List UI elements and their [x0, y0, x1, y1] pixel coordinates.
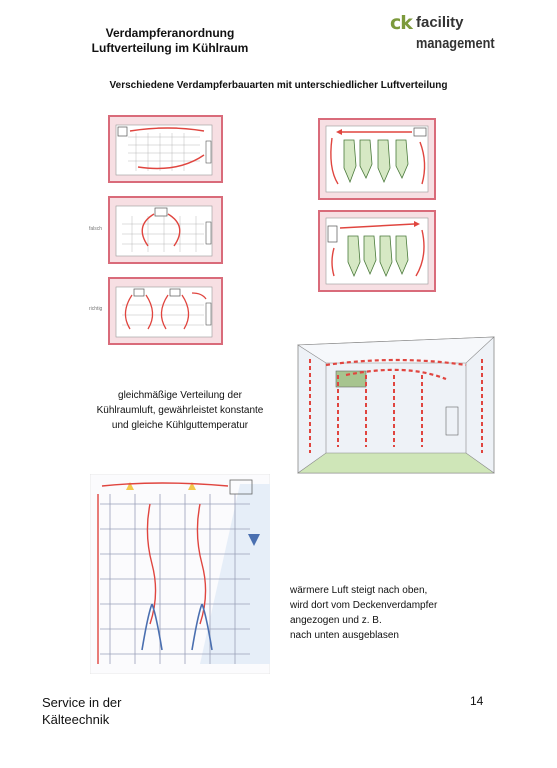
- diagram-hanging-goods-bottom: [318, 210, 436, 292]
- diagram-evaporator-wall: [108, 115, 223, 183]
- label-richtig: richtig: [89, 306, 103, 312]
- footer-service-label: [42, 694, 121, 728]
- logo-mark: ck: [390, 12, 412, 34]
- logo-line-2: management: [416, 35, 495, 52]
- room-interior: [326, 126, 428, 192]
- section-subtitle: Verschiedene Verdampferbauarten mit unterschiedlicher Luftverteilung: [109, 80, 448, 91]
- company-logo: [390, 10, 530, 58]
- caption2-line-3: angezogen und z. B.: [290, 615, 382, 626]
- caption2-line-2: wird dort vom Deckenverdampfer: [290, 600, 438, 611]
- diagram-hanging-goods-top: [318, 118, 436, 200]
- diagram-evaporator-ceiling-right: [108, 277, 223, 345]
- title-line-1: Verdampferanordnung: [105, 26, 235, 40]
- room-interior: [116, 125, 212, 175]
- diagram-room-perspective: [296, 335, 496, 475]
- page-number: 14: [470, 694, 484, 708]
- title-line-2: Luftverteilung im Kühlraum: [91, 41, 249, 55]
- caption2-line-1: wärmere Luft steigt nach oben,: [290, 585, 428, 596]
- logo-line-1: facility: [416, 14, 464, 31]
- diagram-evaporator-ceiling-false: [108, 196, 223, 264]
- diagram-warm-air-rising: [90, 474, 270, 674]
- caption2-line-4: nach unten ausgeblasen: [290, 630, 399, 641]
- room-interior: [116, 287, 212, 337]
- caption-even-distribution: [80, 388, 280, 433]
- footer-line-2: Kälteechnik: [42, 712, 110, 727]
- floor: [298, 453, 494, 473]
- page-title: [60, 26, 280, 56]
- footer-line-1: Service in der: [42, 695, 122, 710]
- caption-warm-air: [290, 583, 490, 643]
- caption1-line-2: Kühlraumluft, gewährleistet konstante: [96, 405, 264, 416]
- caption1-line-3: und gleiche Kühlguttemperatur: [111, 420, 249, 431]
- label-falsch: falsch: [89, 226, 103, 232]
- caption1-line-1: gleichmäßige Verteilung der: [118, 390, 242, 401]
